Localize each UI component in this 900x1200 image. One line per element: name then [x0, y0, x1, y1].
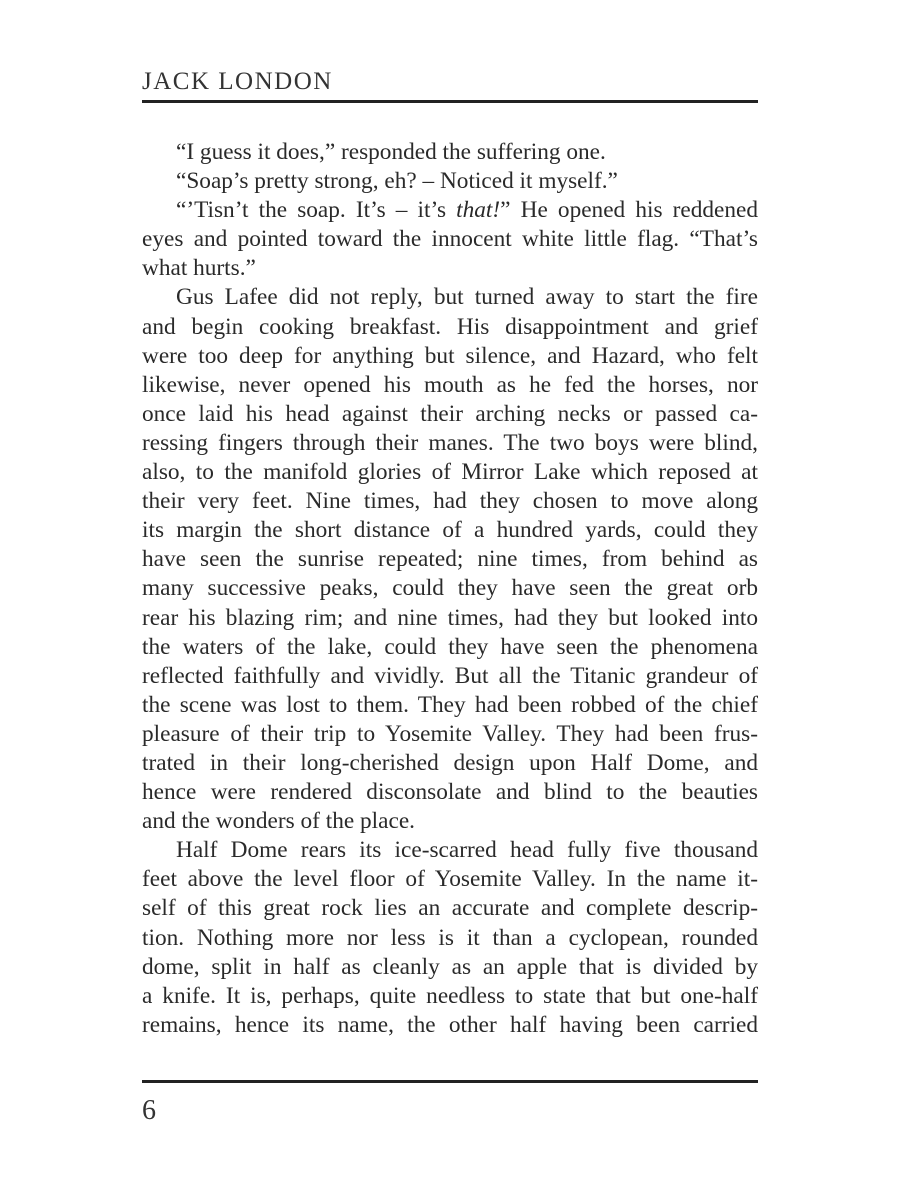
italic-text: that!: [456, 197, 501, 224]
text-line: once laid his head against their arching necks or passed ca-: [142, 400, 758, 427]
text-line: the waters of the lake, could they have seen the phenomena: [142, 633, 758, 660]
text-segment: “’Tisn’t the soap. It’s – it’s: [176, 197, 457, 224]
text-line: dome, split in half as cleanly as an apple that is divided by: [142, 953, 758, 980]
body-text: [142, 138, 758, 1040]
text-line: “Soap’s pretty strong, eh? – Noticed it myself.”: [176, 168, 618, 195]
footer-rule: [142, 1080, 758, 1083]
text-line: hence were rendered disconsolate and blind to the beauties: [142, 779, 758, 806]
text-line: reflected faithfully and vividly. But all the Titanic grandeur of: [142, 662, 758, 689]
text-line: were too deep for anything but silence, and Hazard, who felt: [142, 342, 758, 369]
text-line: a knife. It is, perhaps, quite needless to state that but one-half: [142, 982, 758, 1009]
text-line: likewise, never opened his mouth as he fed the horses, nor: [142, 371, 758, 398]
text-line: have seen the sunrise repeated; nine times, from behind as: [142, 546, 758, 573]
text-line: and begin cooking breakfast. His disappointment and grief: [142, 313, 758, 340]
text-line: what hurts.”: [142, 255, 256, 282]
text-line: Gus Lafee did not reply, but turned away to start the fire: [176, 284, 758, 311]
text-line: also, to the manifold glories of Mirror Lake which reposed at: [142, 459, 758, 486]
text-line: Half Dome rears its ice-scarred head fully five thousand: [176, 837, 758, 864]
text-line: and the wonders of the place.: [142, 808, 415, 835]
text-line: trated in their long-cherished design upon Half Dome, and: [142, 749, 758, 776]
page-number: 6: [142, 1095, 156, 1126]
text-line: their very feet. Nine times, had they chosen to move along: [142, 488, 758, 515]
header-rule: [142, 100, 758, 103]
text-line: pleasure of their trip to Yosemite Valley. They had been frus-: [142, 720, 758, 747]
text-line: ressing fingers through their manes. The two boys were blind,: [142, 429, 758, 456]
text-line: remains, hence its name, the other half having been carried: [142, 1011, 758, 1038]
text-line: “I guess it does,” responded the suffering one.: [176, 139, 606, 165]
text-line: the scene was lost to them. They had been robbed of the chief: [142, 691, 758, 718]
text-line: its margin the short distance of a hundred yards, could they: [142, 517, 758, 544]
text-line: [142, 196, 758, 225]
text-segment: ” He opened his reddened: [500, 197, 759, 224]
text-line: self of this great rock lies an accurate and complete descrip-: [142, 895, 758, 922]
running-header: JACK LONDON: [142, 68, 333, 95]
text-line: many successive peaks, could they have seen the great orb: [142, 575, 758, 602]
text-line: tion. Nothing more nor less is it than a cyclopean, rounded: [142, 924, 758, 951]
text-line: feet above the level floor of Yosemite Valley. In the name it-: [142, 866, 758, 893]
text-line: eyes and pointed toward the innocent white little flag. “That’s: [142, 226, 758, 253]
text-line: rear his blazing rim; and nine times, had they but looked into: [142, 604, 758, 631]
